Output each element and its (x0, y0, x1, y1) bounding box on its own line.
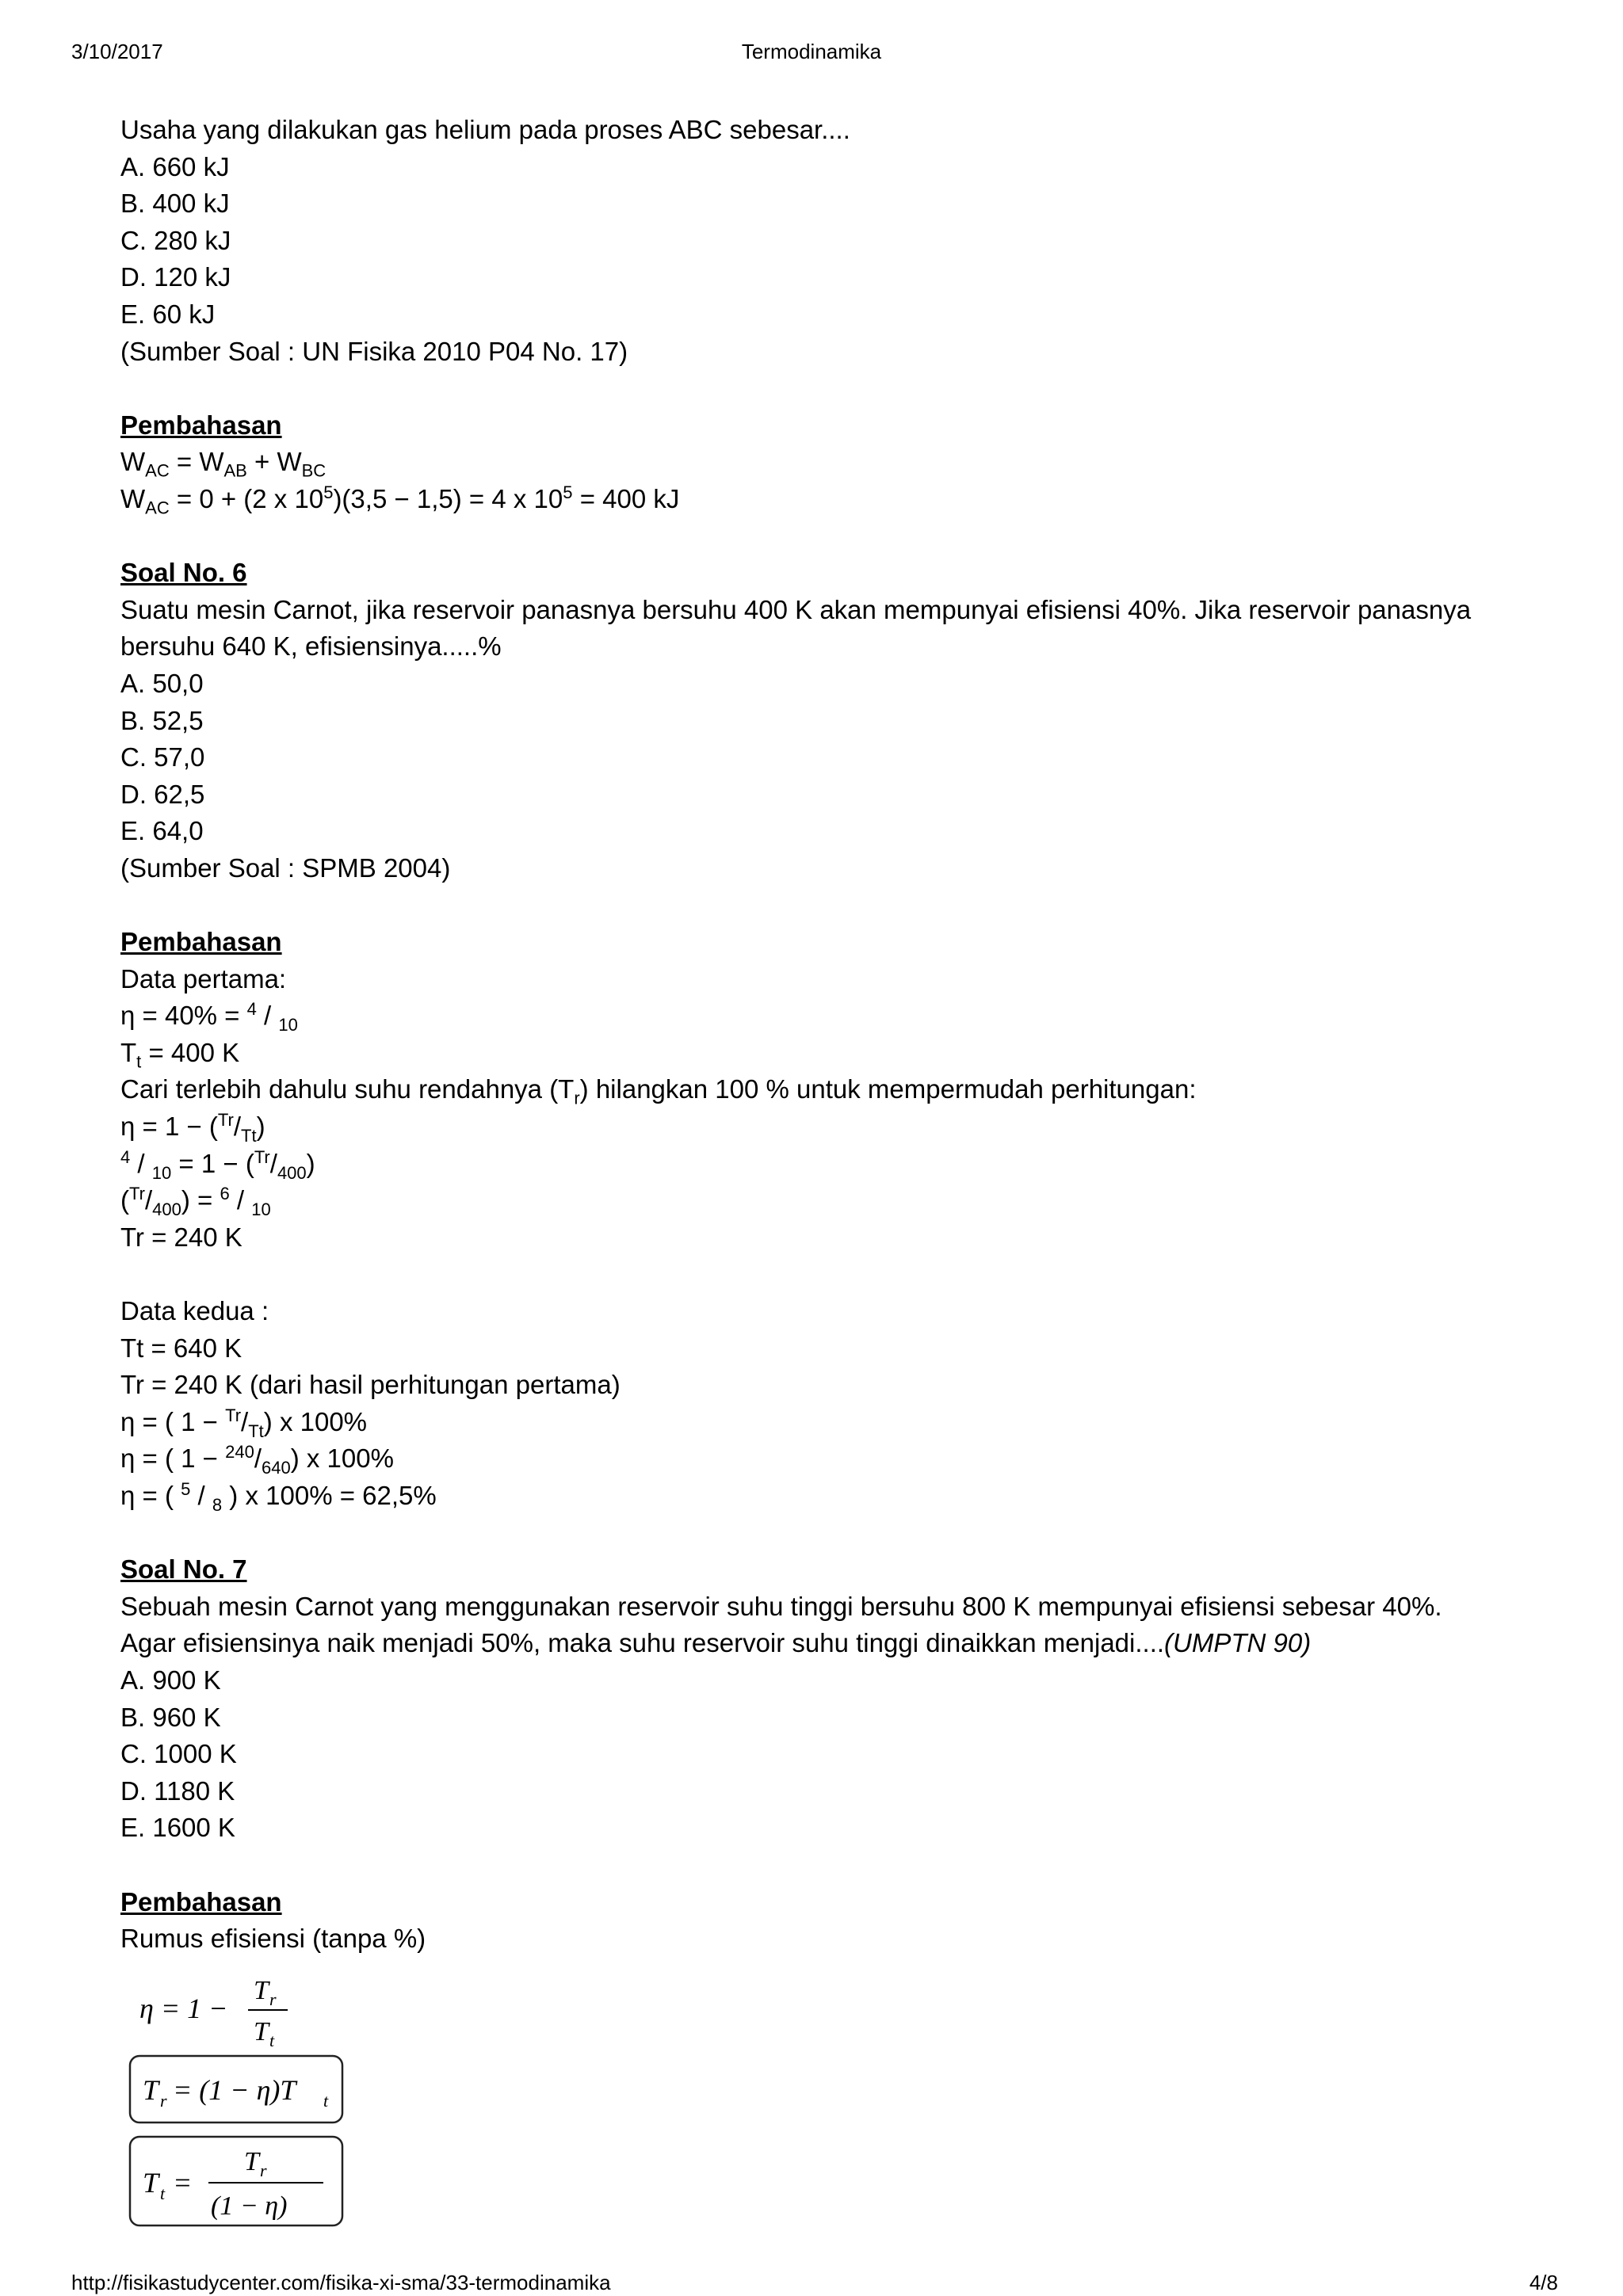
q7-option: E. 1600 K (120, 1813, 235, 1843)
text-line: Data pertama: (120, 963, 287, 994)
equation-line: Tr = 240 K (120, 1222, 242, 1252)
q7-option: A. 900 K (120, 1665, 221, 1695)
svg-text:η = 1 −: η = 1 − (139, 1993, 228, 2024)
hot-temperature-formula (125, 2132, 347, 2227)
document-body (120, 112, 1571, 1958)
page-number: 4/8 (1529, 2271, 1558, 2294)
equation-line: Tt = 640 K (120, 1333, 242, 1363)
svg-text:r: r (160, 2091, 167, 2111)
q6-option: C. 57,0 (120, 742, 205, 772)
q7-question: Agar efisiensinya naik menjadi 50%, maka suhu reservoir suhu tinggi dinaikkan menjadi....(UMPTN 90) (120, 1628, 1312, 1658)
section-heading: Soal No. 6 (120, 558, 247, 588)
q5-option: E. 60 kJ (120, 299, 216, 329)
svg-text:r: r (269, 1989, 277, 2009)
svg-text:T: T (254, 1976, 269, 2005)
equation-line: η = ( $1 - ^{240}/_{640}$) x 100% (120, 1442, 394, 1478)
formula-images (125, 1969, 347, 2227)
print-date: 3/10/2017 (71, 40, 163, 63)
cold-temperature-formula (125, 2050, 347, 2129)
q5-option: C. 280 kJ (120, 225, 231, 255)
equation-line: $(^{Tr}/_{400}) = ^6 / _{10}$ (120, 1184, 271, 1220)
svg-text:T: T (244, 2147, 259, 2176)
q7-option: B. 960 K (120, 1702, 221, 1732)
svg-text:T: T (143, 2074, 159, 2106)
page-title: Termodinamika (741, 40, 882, 63)
q6-question: Suatu mesin Carnot, jika reservoir panasnya bersuhu 400 K akan mempunyai efisiensi 40%. Jika reservoir panasnya bersuhu 640 K, efisiensinya.....% (120, 594, 1472, 662)
svg-text:= (1 − η)T: = (1 − η)T (173, 2074, 296, 2106)
q6-option: A. 50,0 (120, 668, 204, 698)
q5-question: Usaha yang dilakukan gas helium pada proses ABC sebesar.... (120, 115, 850, 144)
equation-line: $\eta = 1 - (^{Tr}/_{Tt})$ (120, 1110, 265, 1146)
q7-question: Sebuah mesin Carnot yang menggunakan reservoir suhu tinggi bersuhu 800 K mempunyai efisiensi sebesar 40%. (120, 1591, 1442, 1621)
equation-line: $W_{AC} = 0 + (2$ x $10^5)(3,5 - 1,5) = 4$ x $10^5 = 400$ kJ (120, 482, 680, 518)
q6-option: E. 64,0 (120, 816, 204, 846)
svg-text:=: = (173, 2167, 193, 2199)
section-heading: Pembahasan (120, 927, 282, 957)
text-line: Data kedua : (120, 1296, 269, 1325)
q5-option: B. 400 kJ (120, 189, 230, 219)
footer-url: http://fisikastudycenter.com/fisika-xi-sma/33-termodinamika (71, 2271, 611, 2294)
text-line: Rumus efisiensi (tanpa %) (120, 1924, 426, 1954)
section-heading: Pembahasan (120, 410, 282, 440)
q7-option: C. 1000 K (120, 1739, 237, 1769)
section-heading: Pembahasan (120, 1886, 282, 1917)
svg-text:(1 − η): (1 − η) (211, 2191, 288, 2221)
svg-text:T: T (254, 2017, 269, 2046)
equation-line: Tr = 240 K (dari hasil perhitungan pertama) (120, 1370, 621, 1400)
q5-source: (Sumber Soal : UN Fisika 2010 P04 No. 17) (120, 336, 628, 366)
svg-text:t: t (323, 2091, 329, 2111)
q5-option: D. 120 kJ (120, 262, 231, 292)
q5-option: A. 660 kJ (120, 151, 230, 181)
q6-option: D. 62,5 (120, 779, 205, 809)
equation-line: $W_{AC} = W_{AB} + W_{BC}$ (120, 447, 327, 481)
equation-line: η = 40% = $^4$ / $_{10}$ (120, 999, 298, 1035)
equation-line: $^4 / _{10} = 1 - (^{Tr}/_{400})$ (120, 1146, 315, 1183)
q7-source: (UMPTN 90) (1164, 1628, 1312, 1658)
text-line: Cari terlebih dahulu suhu rendahnya $(T_r)$ hilangkan 100 % untuk mempermudah perhitungan: (120, 1074, 1197, 1109)
equation-line: η = ( $1 - ^{Tr}/_{Tt}$) x 100% (120, 1405, 368, 1441)
svg-text:r: r (260, 2161, 267, 2180)
section-heading: Soal No. 7 (120, 1554, 247, 1585)
svg-text:t: t (269, 2031, 275, 2048)
q6-option: B. 52,5 (120, 705, 204, 735)
efficiency-formula (125, 1969, 300, 2048)
svg-text:t: t (160, 2183, 166, 2203)
q6-source: (Sumber Soal : SPMB 2004) (120, 852, 451, 883)
equation-line: $T_t = 400$ K (120, 1037, 240, 1072)
svg-text:T: T (143, 2167, 159, 2199)
equation-line: η = ( $^5$ / $_8$ ) x 100% = 62,5% (120, 1478, 437, 1515)
q7-option: D. 1180 K (120, 1775, 235, 1806)
